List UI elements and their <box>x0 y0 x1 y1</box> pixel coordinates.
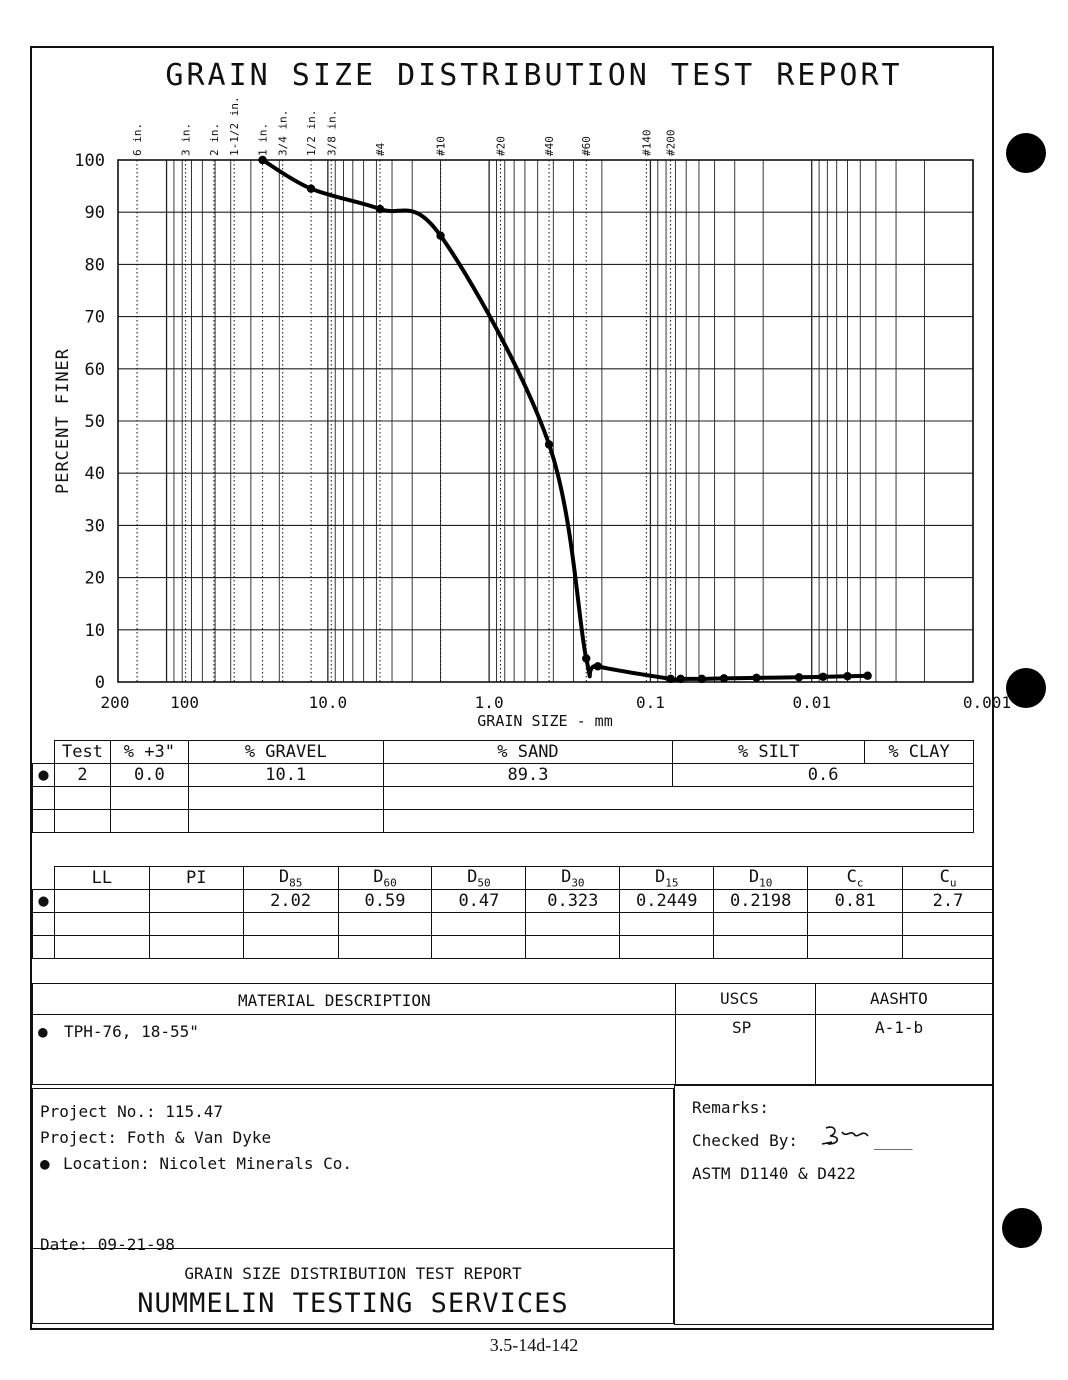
header-plus3: % +3" <box>110 741 188 764</box>
index-header-main: D <box>278 867 290 887</box>
x-tick-label: 200 <box>100 693 130 712</box>
index-header-sub: 10 <box>759 876 773 890</box>
index-header-5 <box>526 867 620 890</box>
index-header-3 <box>338 867 432 890</box>
gradation-table <box>32 740 974 833</box>
data-point <box>258 156 266 164</box>
index-value-1 <box>149 890 243 913</box>
y-tick-label: 90 <box>84 203 105 224</box>
index-value-4: 0.47 <box>432 890 526 913</box>
binder-hole-bottom <box>1002 1208 1042 1248</box>
data-point <box>545 440 553 448</box>
data-point <box>752 674 760 682</box>
y-axis-label: PERCENT FINER <box>53 347 73 495</box>
data-point <box>676 675 684 683</box>
index-header-main: D <box>467 867 478 887</box>
project-date: Date: 09-21-98 <box>40 1235 175 1254</box>
sieve-label: 6 in. <box>131 122 145 156</box>
checker-signature <box>818 1122 876 1150</box>
checked-by-label: Checked By: <box>692 1131 798 1150</box>
location-marker: ● <box>40 1154 50 1173</box>
index-value-6: 0.2449 <box>620 890 714 913</box>
sieve-label: 2 in. <box>207 122 221 156</box>
header-sand: % SAND <box>383 741 673 764</box>
sieve-label: 3/4 in. <box>276 109 290 156</box>
remarks-label: Remarks: <box>692 1098 770 1117</box>
cell-test: 2 <box>54 764 110 787</box>
report-title: GRAIN SIZE DISTRIBUTION TEST REPORT <box>165 58 903 93</box>
index-header-main: D <box>561 867 572 887</box>
page-reference: 3.5-14d-142 <box>489 1335 579 1355</box>
row-marker: ● <box>33 764 55 787</box>
index-header-sub: 15 <box>665 876 679 890</box>
index-header-main: D <box>654 867 666 887</box>
y-tick-label: 80 <box>84 255 105 276</box>
y-tick-label: 50 <box>84 412 105 432</box>
company-name: NUMMELIN TESTING SERVICES <box>137 1288 569 1319</box>
signature-line: ____ <box>874 1131 913 1150</box>
sieve-label: 1/2 in. <box>305 109 319 156</box>
index-value-2: 2.02 <box>243 890 338 913</box>
index-header-main: PI <box>186 868 207 889</box>
x-tick-label: 10.0 <box>308 693 348 712</box>
data-point <box>436 231 444 239</box>
index-header-main: D <box>748 867 760 887</box>
y-tick-label: 40 <box>84 464 105 485</box>
uscs-header: USCS <box>720 989 759 1008</box>
y-tick-label: 100 <box>74 151 105 171</box>
project-name: Project: Foth & Van Dyke <box>40 1128 272 1147</box>
x-tick-label: 0.01 <box>792 693 831 712</box>
index-value-3: 0.59 <box>338 890 432 913</box>
sieve-label: 1 in. <box>256 122 270 156</box>
sieve-label: #200 <box>664 129 678 156</box>
data-point <box>720 674 728 682</box>
data-point <box>843 672 851 680</box>
index-header-2 <box>243 867 338 890</box>
header-clay: % CLAY <box>865 741 974 764</box>
data-point <box>795 673 803 681</box>
header-gravel: % GRAVEL <box>188 741 383 764</box>
data-point <box>863 672 871 680</box>
cell-plus3: 0.0 <box>110 764 188 787</box>
astm-standard: ASTM D1140 & D422 <box>692 1164 856 1183</box>
x-tick-label: 1.0 <box>474 693 504 712</box>
gradation-curve <box>263 160 868 680</box>
sieve-label: #10 <box>434 136 448 156</box>
remarks-box <box>674 1085 994 1325</box>
y-tick-label: 10 <box>84 620 105 641</box>
cell-silt-clay: 0.6 <box>673 764 974 787</box>
sieve-label: #140 <box>640 129 654 156</box>
index-value-9: 2.7 <box>903 890 994 913</box>
index-header-main: C <box>939 867 950 887</box>
index-header-sub: u <box>949 876 957 890</box>
index-header-sub: 60 <box>383 876 397 890</box>
material-marker: ● <box>38 1022 48 1041</box>
index-header-main: C <box>846 867 857 887</box>
sieve-label: #60 <box>580 136 594 156</box>
y-tick-label: 30 <box>84 516 105 537</box>
index-header-8 <box>808 867 903 890</box>
uscs-value: SP <box>732 1018 752 1037</box>
data-point <box>376 205 384 213</box>
aashto-header: AASHTO <box>870 989 928 1008</box>
y-tick-label: 70 <box>84 307 105 328</box>
data-point <box>307 185 315 193</box>
y-tick-label: 0 <box>94 673 105 693</box>
index-value-0 <box>54 890 149 913</box>
footer-subtitle: GRAIN SIZE DISTRIBUTION TEST REPORT <box>184 1264 522 1283</box>
x-tick-label: 0.1 <box>635 693 665 712</box>
index-header-sub: 50 <box>477 876 491 890</box>
header-test: Test <box>54 741 110 764</box>
sieve-label: 1-1/2 in. <box>228 96 242 156</box>
index-value-5: 0.323 <box>526 890 620 913</box>
sieve-label: #40 <box>543 136 557 156</box>
data-point <box>666 675 674 683</box>
index-header-main: LL <box>91 868 113 889</box>
data-point <box>594 662 602 670</box>
header-silt: % SILT <box>673 741 865 764</box>
sieve-label: #4 <box>373 142 387 156</box>
x-axis-label: GRAIN SIZE - mm <box>477 712 613 730</box>
index-properties-table <box>32 866 994 959</box>
index-header-main: D <box>373 867 384 887</box>
index-header-sub: c <box>856 876 864 890</box>
sieve-label: 3 in. <box>179 122 193 156</box>
index-value-7: 0.2198 <box>714 890 808 913</box>
x-tick-label: 100 <box>170 693 200 712</box>
sieve-label: 3/8 in. <box>325 109 339 156</box>
y-tick-label: 60 <box>84 359 105 380</box>
data-point <box>582 654 590 662</box>
index-header-4 <box>432 867 526 890</box>
project-number: Project No.: 115.47 <box>40 1102 224 1121</box>
y-tick-label: 20 <box>84 568 105 589</box>
index-header-sub: 30 <box>571 876 585 890</box>
cell-sand: 89.3 <box>383 764 673 787</box>
index-header-9 <box>903 867 994 890</box>
material-desc: TPH-76, 18-55" <box>64 1022 199 1041</box>
cell-gravel: 10.1 <box>188 764 383 787</box>
aashto-value: A-1-b <box>875 1018 924 1037</box>
index-header-1 <box>149 867 243 890</box>
data-point <box>819 673 827 681</box>
x-tick-label: 0.001 <box>962 693 1012 712</box>
material-desc-header: MATERIAL DESCRIPTION <box>238 991 431 1010</box>
row-marker: ● <box>33 890 55 913</box>
index-header-0 <box>54 867 149 890</box>
data-point <box>698 675 706 683</box>
index-header-6 <box>620 867 714 890</box>
index-header-7 <box>714 867 808 890</box>
project-location: Location: Nicolet Minerals Co. <box>63 1154 352 1173</box>
index-value-8: 0.81 <box>808 890 903 913</box>
index-header-sub: 85 <box>289 876 303 890</box>
sieve-label: #20 <box>494 136 508 156</box>
material-header-row <box>32 983 994 1015</box>
